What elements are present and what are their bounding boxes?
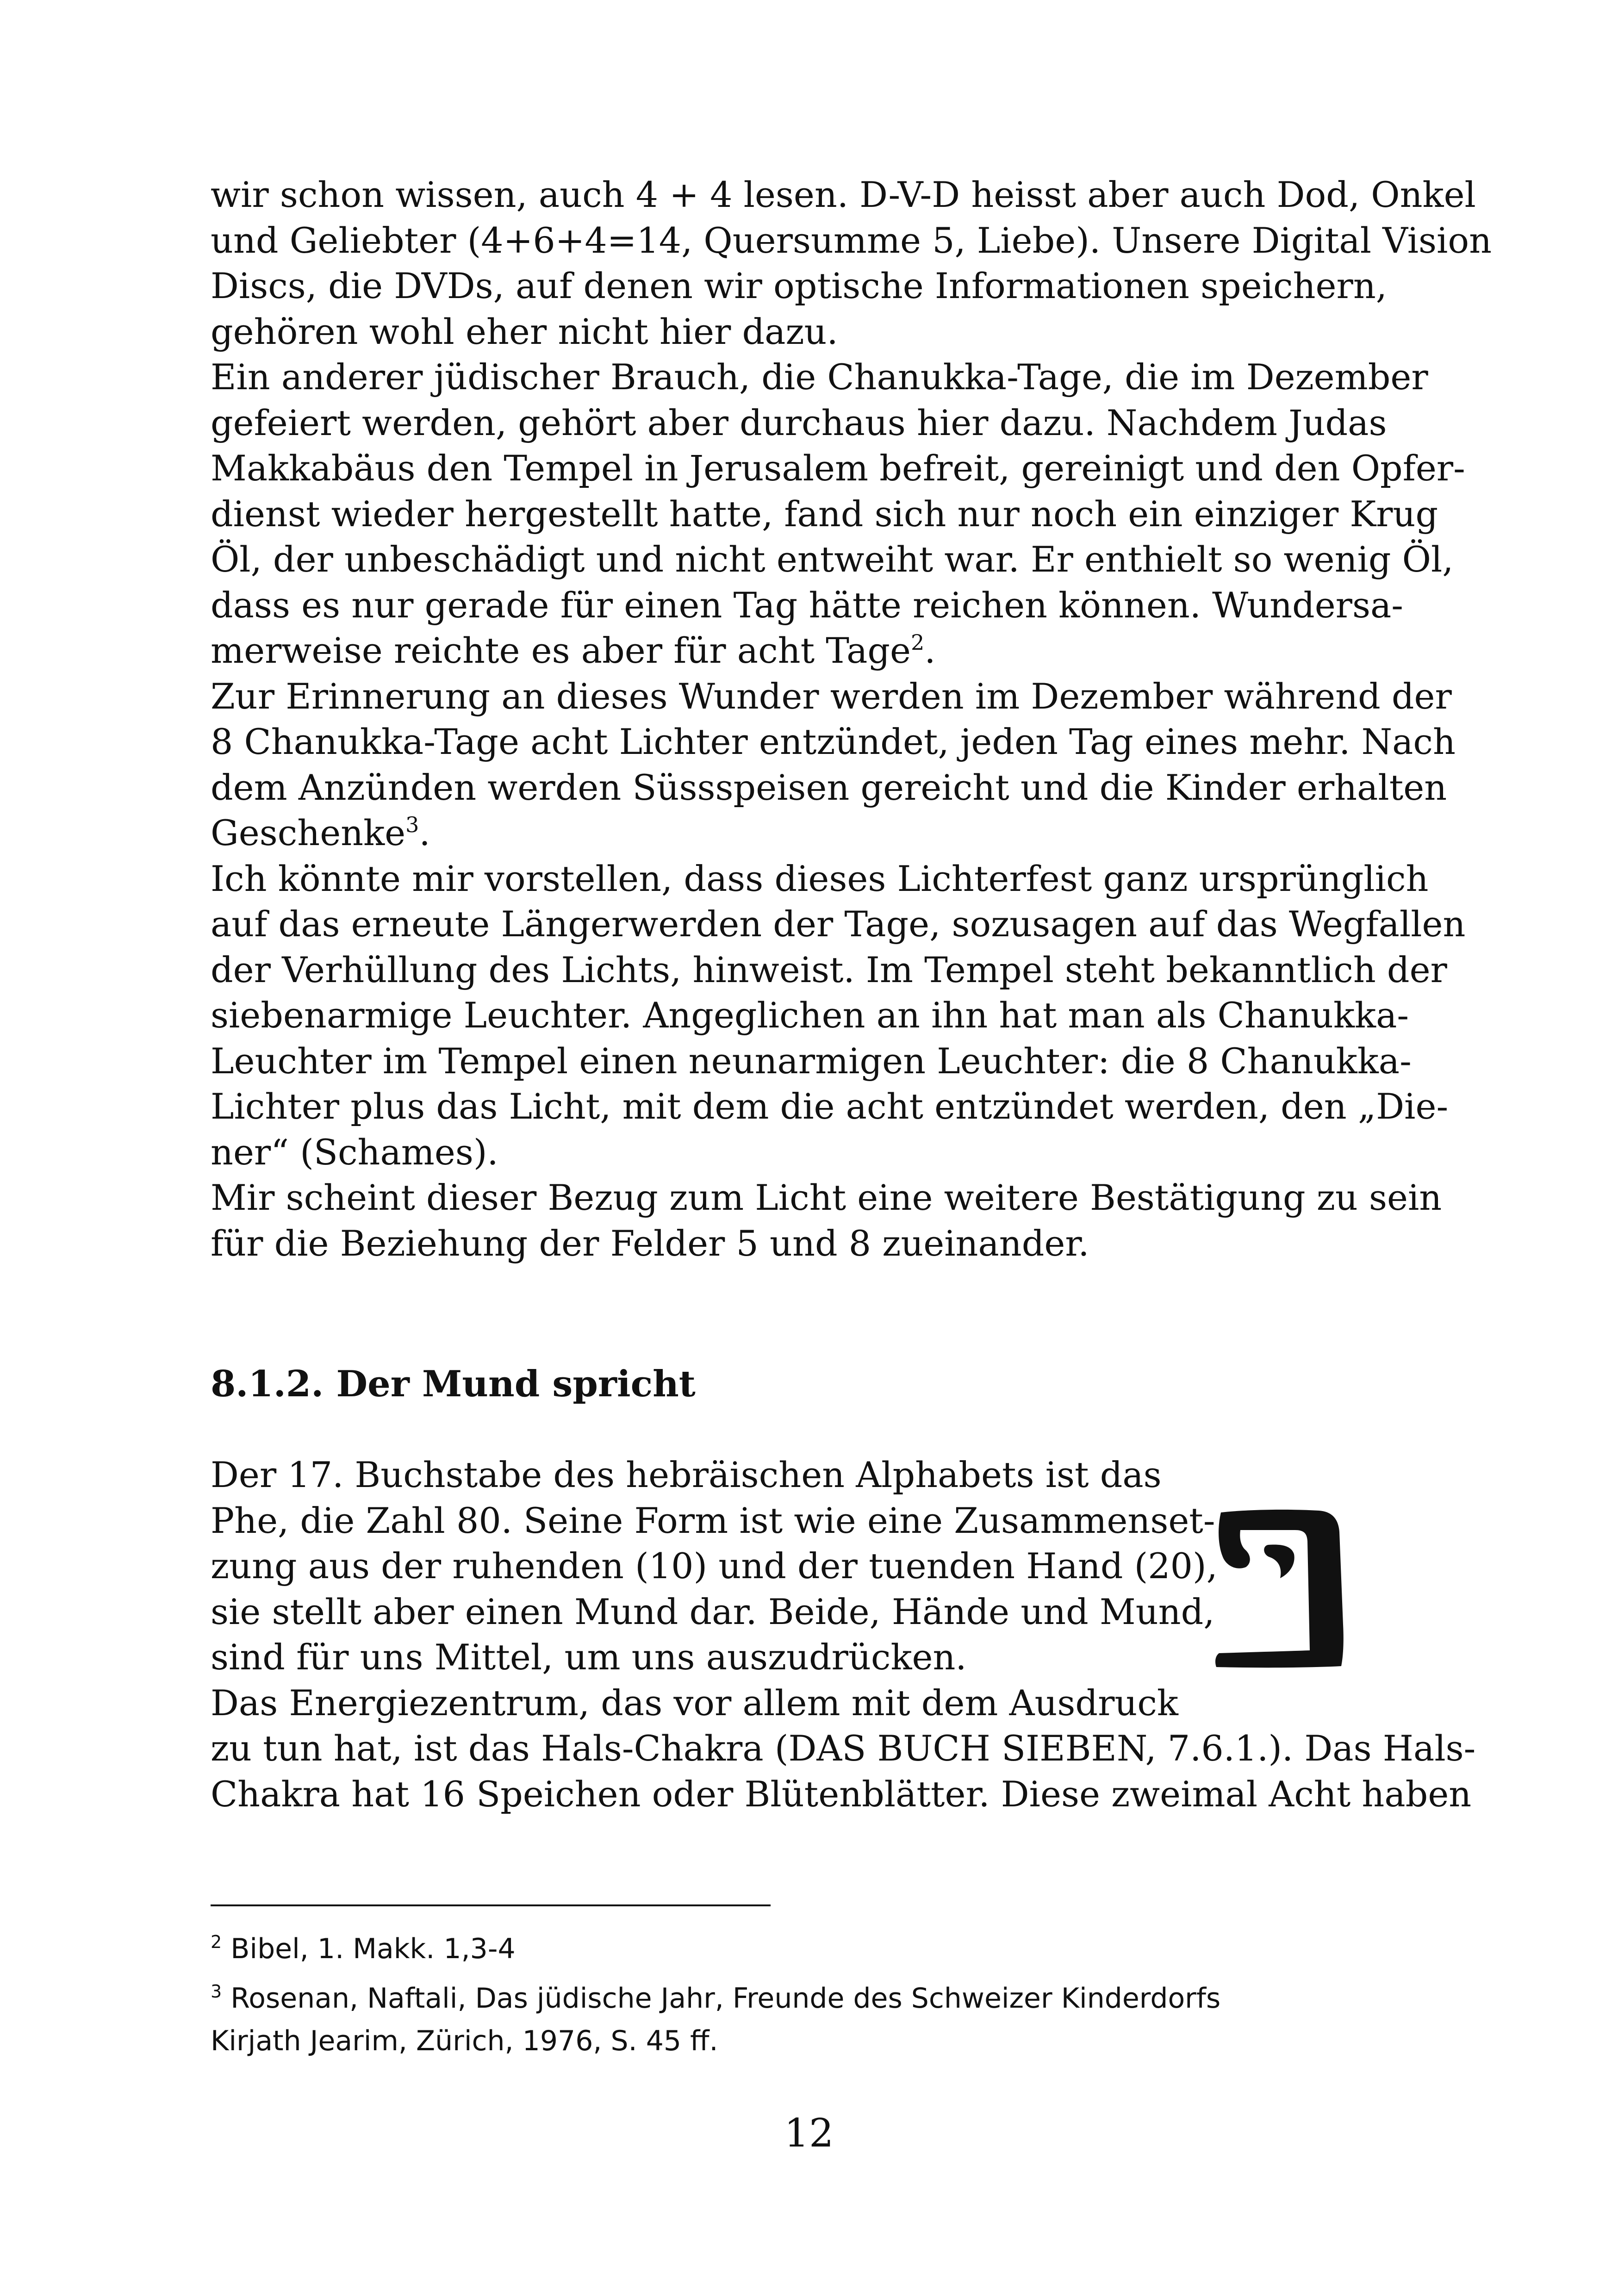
text-segment: .: [924, 630, 936, 671]
footnote-3: [211, 1970, 1377, 2020]
paragraph-2: [211, 355, 1465, 674]
text-segment: .: [419, 812, 430, 853]
footnote-2: [211, 1921, 1377, 1970]
text-segment: merweise reichte es aber für acht Tage: [211, 630, 911, 671]
footnote-text: Bibel, 1. Makk. 1,3-4: [230, 1933, 516, 1965]
footnote-number: 3: [211, 1981, 222, 2002]
paragraph-1: [211, 172, 1492, 355]
text-line: Zur Erinnerung an dieses Wunder werden im Dezember während der: [211, 675, 1452, 717]
text-line: Mir scheint dieser Bezug zum Licht eine weitere Bestätigung zu sein: [211, 1177, 1442, 1218]
text-line: Ein anderer jüdischer Brauch, die Chanukka-Tage, die im Dezember: [211, 356, 1428, 398]
text-line: zung aus der ruhenden (10) und der tuenden Hand (20),: [211, 1545, 1218, 1587]
footnote-3-continued: [211, 2020, 1377, 2062]
hebrew-letter-phe-icon: [1213, 1509, 1347, 1671]
text-line: sind für uns Mittel, um uns auszudrücken.: [211, 1636, 967, 1678]
text-line: dem Anzünden werden Süssspeisen gereicht und die Kinder erhalten: [211, 766, 1447, 808]
footnote-ref[interactable]: 2: [911, 630, 925, 655]
body-text: [211, 172, 1492, 1266]
page-number: 12: [784, 2110, 834, 2156]
phe-glyph-serif: [1264, 1545, 1294, 1578]
text-line: dass es nur gerade für einen Tag hätte reichen können. Wundersa-: [211, 584, 1403, 626]
text-line: Öl, der unbeschädigt und nicht entweiht war. Er enthielt so wenig Öl,: [211, 539, 1454, 580]
text-line: Leuchter im Tempel einen neunarmigen Leuchter: die 8 Chanukka-: [211, 1040, 1412, 1082]
footnote-separator: [211, 1904, 771, 1906]
text-line: Makkabäus den Tempel in Jerusalem befreit, gereinigt und den Opfer-: [211, 448, 1465, 489]
footnotes: [211, 1921, 1377, 2062]
paragraph-5: [211, 1175, 1442, 1266]
text-line: Der 17. Buchstabe des hebräischen Alphabets ist das: [211, 1454, 1162, 1495]
text-line: wir schon wissen, auch 4 + 4 lesen. D-V-D heisst aber auch Dod, Onkel: [211, 174, 1476, 215]
text-line: [211, 810, 1377, 856]
phe-glyph-outline: [1215, 1510, 1344, 1668]
text-line: und Geliebter (4+6+4=14, Quersumme 5, Liebe). Unsere Digital Vision: [211, 219, 1492, 261]
text-line: [211, 628, 1377, 674]
text-line: dienst wieder hergestellt hatte, fand sich nur noch ein einziger Krug: [211, 493, 1438, 535]
text-line: auf das erneute Längerwerden der Tage, sozusagen auf das Wegfallen: [211, 903, 1466, 945]
text-line: für die Beziehung der Felder 5 und 8 zueinander.: [211, 1222, 1089, 1264]
paragraph-4: [211, 856, 1466, 1176]
text-segment: Geschenke: [211, 812, 406, 853]
text-line: Ich könnte mir vorstellen, dass dieses Lichterfest ganz ursprünglich: [211, 858, 1429, 899]
text-line: Lichter plus das Licht, mit dem die acht entzündet werden, den „Die-: [211, 1086, 1449, 1127]
footnote-number: 2: [211, 1932, 222, 1952]
text-line: Discs, die DVDs, auf denen wir optische Informationen speichern,: [211, 265, 1387, 306]
section-heading: 8.1.2. Der Mund spricht: [211, 1363, 696, 1405]
paragraph-3: [211, 674, 1456, 856]
text-line: Das Energiezentrum, das vor allem mit dem Ausdruck: [211, 1682, 1178, 1724]
footnote-text: Rosenan, Naftali, Das jüdische Jahr, Freunde des Schweizer Kinderdorfs: [230, 1982, 1221, 2015]
text-line: ner“ (Schames).: [211, 1131, 498, 1173]
text-line: 8 Chanukka-Tage acht Lichter entzündet, jeden Tag eines mehr. Nach: [211, 721, 1456, 762]
phe-paragraph: [211, 1452, 1476, 1817]
text-line: Phe, die Zahl 80. Seine Form ist wie eine Zusammenset-: [211, 1500, 1215, 1541]
text-line: Chakra hat 16 Speichen oder Blütenblätter. Diese zweimal Acht haben: [211, 1773, 1472, 1815]
text-line: zu tun hat, ist das Hals-Chakra (DAS BUCH SIEBEN, 7.6.1.). Das Hals-: [211, 1728, 1476, 1769]
footnote-text: Kirjath Jearim, Zürich, 1976, S. 45 ff.: [211, 2025, 718, 2057]
text-line: gehören wohl eher nicht hier dazu.: [211, 311, 838, 352]
text-line: sie stellt aber einen Mund dar. Beide, Hände und Mund,: [211, 1591, 1215, 1632]
text-line: der Verhüllung des Lichts, hinweist. Im Tempel steht bekanntlich der: [211, 949, 1447, 990]
text-line: siebenarmige Leuchter. Angeglichen an ihn hat man als Chanukka-: [211, 995, 1409, 1036]
text-line: gefeiert werden, gehört aber durchaus hier dazu. Nachdem Judas: [211, 402, 1387, 443]
footnote-ref[interactable]: 3: [405, 812, 419, 837]
